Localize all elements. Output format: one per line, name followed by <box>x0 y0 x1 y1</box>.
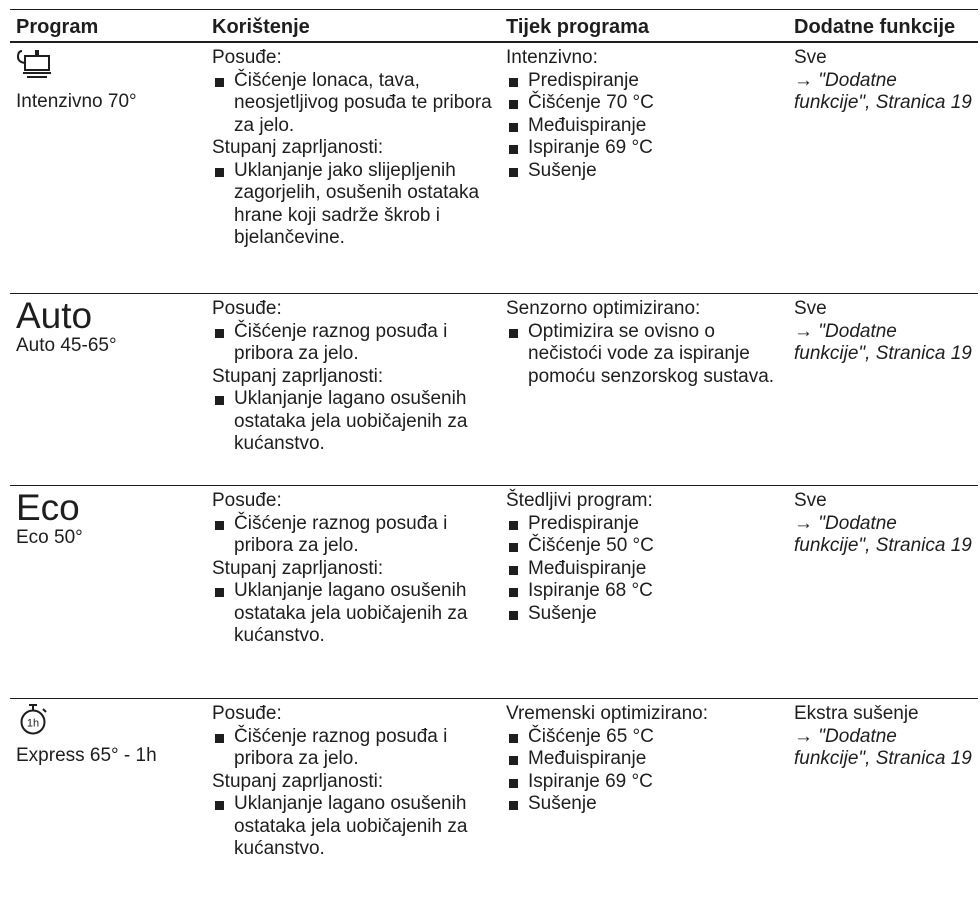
flow-list <box>506 726 782 816</box>
header-use: Korištenje <box>206 10 500 43</box>
list-item: Čišćenje lonaca, tava, neosjetljivog posuđa te pribora za jelo. <box>212 70 494 138</box>
extra-label: Sve <box>794 47 827 68</box>
dishes-label: Posuđe: <box>212 47 282 68</box>
cross-reference-link[interactable]: "Dodatne funkcije", Stranica 19 <box>794 512 972 556</box>
arrow-icon: → <box>794 320 813 342</box>
table-header <box>10 10 978 43</box>
table-row <box>10 486 978 699</box>
intensive-pot-icon <box>16 47 200 81</box>
table-row <box>10 294 978 486</box>
table-row <box>10 699 978 906</box>
program-symbol: Eco <box>16 487 80 528</box>
use-cell <box>206 486 500 699</box>
flow-list <box>506 513 782 626</box>
list-item: Uklanjanje jako slijepljenih zagorjelih, osušenih ostataka hrane koji sadrže škrob i bjelančevine. <box>212 160 494 250</box>
timer-1h-icon <box>16 703 200 737</box>
header-extra: Dodatne funkcije <box>788 10 978 43</box>
program-name: Intenzivno 70° <box>16 91 137 112</box>
header-flow: Tijek programa <box>500 10 788 43</box>
soil-list <box>212 388 494 456</box>
extra-label: Ekstra sušenje <box>794 703 919 724</box>
table-body <box>10 42 978 905</box>
flow-label: Štedljivi program: <box>506 490 653 511</box>
list-item: Međuispiranje <box>506 558 782 581</box>
program-name: Eco 50° <box>16 527 83 548</box>
program-cell <box>10 699 206 906</box>
program-cell <box>10 42 206 294</box>
soil-list <box>212 160 494 250</box>
list-item: Čišćenje raznog posuđa i pribora za jelo. <box>212 726 494 771</box>
list-item: Sušenje <box>506 160 782 183</box>
list-item: Predispiranje <box>506 513 782 536</box>
list-item: Čišćenje raznog posuđa i pribora za jelo. <box>212 321 494 366</box>
dishes-label: Posuđe: <box>212 490 282 511</box>
program-table <box>10 9 978 905</box>
soil-list <box>212 580 494 648</box>
flow-label: Intenzivno: <box>506 47 598 68</box>
list-item: Ispiranje 69 °C <box>506 137 782 160</box>
soil-label: Stupanj zaprljanosti: <box>212 557 384 579</box>
flow-list <box>506 70 782 183</box>
extra-cell <box>788 699 978 906</box>
flow-list <box>506 321 782 389</box>
list-item: Sušenje <box>506 793 782 816</box>
program-name: Express 65° - 1h <box>16 745 157 766</box>
arrow-icon: → <box>794 725 813 747</box>
cross-reference-link[interactable]: "Dodatne funkcije", Stranica 19 <box>794 725 972 769</box>
flow-label: Vremenski optimizirano: <box>506 703 709 724</box>
table-row <box>10 42 978 294</box>
use-cell <box>206 699 500 906</box>
list-item: Međuispiranje <box>506 748 782 771</box>
use-cell <box>206 42 500 294</box>
header-program: Program <box>10 10 206 43</box>
list-item: Ispiranje 68 °C <box>506 580 782 603</box>
list-item: Međuispiranje <box>506 115 782 138</box>
extra-cell <box>788 294 978 486</box>
soil-label: Stupanj zaprljanosti: <box>212 770 384 792</box>
arrow-icon: → <box>794 69 813 91</box>
flow-cell <box>500 699 788 906</box>
program-cell <box>10 486 206 699</box>
arrow-icon: → <box>794 512 813 534</box>
dishes-list <box>212 726 494 771</box>
list-item: Uklanjanje lagano osušenih ostataka jela uobičajenih za kućanstvo. <box>212 580 494 648</box>
extra-cell <box>788 42 978 294</box>
list-item: Čišćenje 65 °C <box>506 726 782 749</box>
dishes-label: Posuđe: <box>212 703 282 724</box>
program-cell <box>10 294 206 486</box>
dishes-list <box>212 70 494 138</box>
soil-label: Stupanj zaprljanosti: <box>212 137 384 158</box>
flow-cell <box>500 42 788 294</box>
extra-label: Sve <box>794 298 827 319</box>
dishes-label: Posuđe: <box>212 298 282 319</box>
extra-cell <box>788 486 978 699</box>
list-item: Optimizira se ovisno o nečistoći vode za ispiranje pomoću senzorskog sustava. <box>506 321 782 389</box>
list-item: Predispiranje <box>506 70 782 93</box>
list-item: Čišćenje 70 °C <box>506 92 782 115</box>
list-item: Čišćenje raznog posuđa i pribora za jelo. <box>212 513 494 558</box>
svg-text:1h: 1h <box>26 717 40 730</box>
list-item: Uklanjanje lagano osušenih ostataka jela uobičajenih za kućanstvo. <box>212 388 494 456</box>
list-item: Čišćenje 50 °C <box>506 535 782 558</box>
dishes-list <box>212 513 494 558</box>
header-row <box>10 10 978 43</box>
cross-reference-link[interactable]: "Dodatne funkcije", Stranica 19 <box>794 320 972 364</box>
flow-cell <box>500 294 788 486</box>
use-cell <box>206 294 500 486</box>
program-symbol: Auto <box>16 295 93 336</box>
list-item: Ispiranje 69 °C <box>506 771 782 794</box>
soil-list <box>212 793 494 861</box>
dishes-list <box>212 321 494 366</box>
cross-reference-link[interactable]: "Dodatne funkcije", Stranica 19 <box>794 69 972 113</box>
list-item: Sušenje <box>506 603 782 626</box>
soil-label: Stupanj zaprljanosti: <box>212 365 384 387</box>
flow-cell <box>500 486 788 699</box>
program-name: Auto 45-65° <box>16 335 117 356</box>
flow-label: Senzorno optimizirano: <box>506 298 701 319</box>
extra-label: Sve <box>794 490 827 511</box>
list-item: Uklanjanje lagano osušenih ostataka jela uobičajenih za kućanstvo. <box>212 793 494 861</box>
